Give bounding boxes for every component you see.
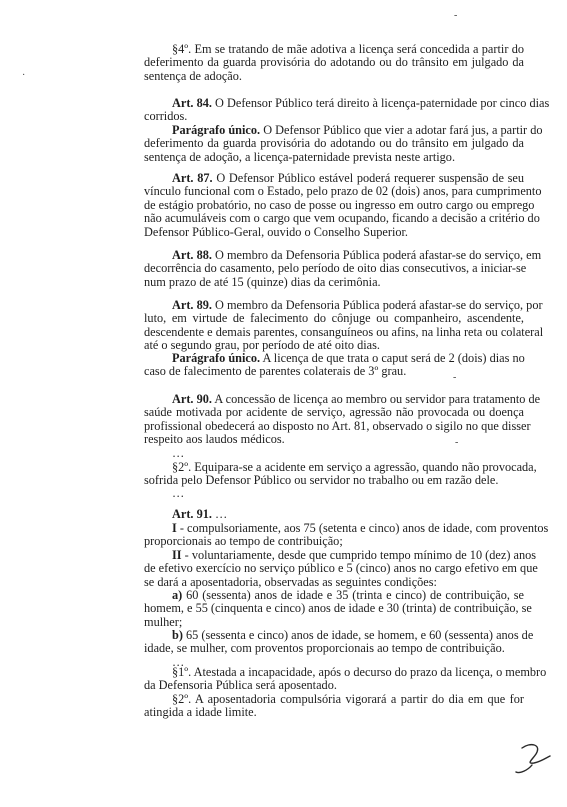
text-line: decorrência do casamento, pelo período de oito dias consecutivos, a iniciar-se	[144, 261, 527, 276]
text-line: caso de falecimento de parentes colaterais de 3º grau.	[144, 364, 407, 379]
text-line: Art. 89. O membro da Defensoria Pública poderá afastar-se do serviço, por	[172, 298, 543, 312]
article-87	[144, 171, 542, 239]
article-88	[144, 248, 542, 289]
ellipsis: …	[172, 446, 185, 460]
article-89	[144, 298, 544, 353]
ellipsis: …	[172, 655, 185, 669]
text-line: não acumuláveis com o cargo que vem ocupando, ficando a decisão a critério do	[144, 211, 540, 226]
scan-speck: -	[455, 437, 459, 448]
text-line: vínculo funcional com o Estado, pelo prazo de 02 (dois) anos, para cumprimento	[144, 184, 542, 199]
text-line: luto, em virtude de falecimento do cônjuge ou companheiro, ascendente,	[144, 311, 524, 326]
article-label: Art. 91.	[172, 507, 212, 521]
text-line: sofrida pelo Defensor Público ou servidor no trabalho ou em razão dele.	[144, 473, 499, 488]
text-line: num prazo de até 15 (quinze) dias da cerimônia.	[144, 274, 381, 289]
article-84-sole-paragraph	[144, 123, 543, 164]
text-line: §4º. Em se tratando de mãe adotiva a licença será concedida a partir do	[172, 42, 524, 56]
text-line: se dará a aposentadoria, observadas as seguintes condições:	[144, 574, 437, 589]
text-line: Art. 88. O membro da Defensoria Pública poderá afastar-se do serviço, em	[172, 248, 542, 262]
text-line: atingida a idade limite.	[144, 705, 257, 720]
text-line: descendente e demais parentes, consanguíneos ou afins, na linha reta ou colateral	[144, 324, 544, 339]
text-line: idade, se mulher, com proventos proporcionais ao tempo de contribuição.	[144, 641, 505, 656]
article-text: …	[211, 507, 228, 521]
text-line: Parágrafo único. O Defensor Público que vier a adotar fará jus, a partir do	[172, 123, 543, 137]
text-line: deferimento da guarda provisória do adotando ou do trânsito em julgado da	[144, 55, 524, 70]
text-line: profissional obedecerá ao disposto no Art. 81, observado o sigilo no que disser	[144, 418, 531, 433]
text-line: da Defensoria Pública será aposentado.	[144, 678, 337, 693]
text-line: mulher;	[144, 614, 183, 629]
text-line: Art. 84. O Defensor Público terá direito à licença-paternidade por cinco dias	[172, 96, 550, 110]
article-90	[144, 392, 541, 447]
text-line: a) 60 (sessenta) anos de idade e 35 (trinta e cinco) de contribuição, se	[172, 588, 524, 602]
text-line: sentença de adoção, a licença-paternidade prevista neste artigo.	[144, 149, 456, 164]
text-line: de efetivo exercício no serviço público e 5 (cinco) anos no cargo efetivo em que	[144, 561, 538, 576]
text-line: Parágrafo único. A licença de que trata o caput será de 2 (dois) dias no	[172, 351, 525, 365]
paragraph-4-adoptive-mother	[144, 43, 524, 83]
article-91	[144, 508, 524, 521]
text-line: b) 65 (sessenta e cinco) anos de idade, se homem, e 60 (sessenta) anos de	[172, 628, 534, 642]
ellipsis: …	[172, 486, 185, 500]
text-line: corridos.	[144, 109, 188, 124]
text-line: homem, e 55 (cinquenta e cinco) anos de idade e 30 (trinta) de contribuição, se	[144, 601, 532, 616]
item-b	[144, 628, 534, 656]
paragraph-2-retirement	[144, 693, 524, 720]
text-line: Art. 87. O Defensor Público estável poderá requerer suspensão de seu	[172, 171, 525, 185]
paragraph-2-accident	[144, 460, 537, 488]
text-line: deferimento da guarda provisória do adotando ou do trânsito em julgado da	[144, 136, 524, 151]
text-line: respeito aos laudos médicos.	[144, 432, 285, 447]
text-line: de estágio probatório, no caso de posse ou ingresso em outro cargo ou emprego	[144, 197, 535, 212]
item-ii-voluntary	[144, 548, 538, 589]
text-line: proporcionais ao tempo de contribuição;	[144, 534, 343, 549]
text-line: até o segundo grau, por período de até oito dias.	[144, 338, 380, 353]
scan-speck: ·	[22, 70, 26, 81]
text-line: Art. 90. A concessão de licença ao membro ou servidor para tratamento de	[172, 392, 541, 406]
article-84	[144, 96, 550, 124]
text-line: sentença de adoção.	[144, 68, 242, 83]
text-line: I - compulsoriamente, aos 75 (setenta e cinco) anos de idade, com proventos	[172, 521, 549, 535]
handwritten-initials	[512, 738, 556, 778]
text-line: saúde motivada por acidente de serviço, agressão não provocada ou doença	[144, 405, 524, 420]
text-line: II - voluntariamente, desde que cumprido tempo mínimo de 10 (dez) anos	[172, 548, 537, 562]
paragraph-1-incapacity	[144, 665, 547, 693]
item-a	[144, 588, 532, 629]
article-89-sole-paragraph	[144, 352, 524, 379]
text-line: §2º. A aposentadoria compulsória vigorará a partir do dia em que for	[172, 692, 524, 706]
scan-speck: -	[454, 10, 458, 21]
text-line: §1º. Atestada a incapacidade, após o decurso do prazo da licença, o membro	[172, 665, 547, 679]
text-line: Defensor Público-Geral, ouvido o Conselho Superior.	[144, 224, 408, 239]
item-i-compulsory	[144, 521, 549, 549]
text-line: §2º. Equipara-se a acidente em serviço a agressão, quando não provocada,	[172, 460, 537, 474]
scan-speck: -	[453, 372, 457, 383]
